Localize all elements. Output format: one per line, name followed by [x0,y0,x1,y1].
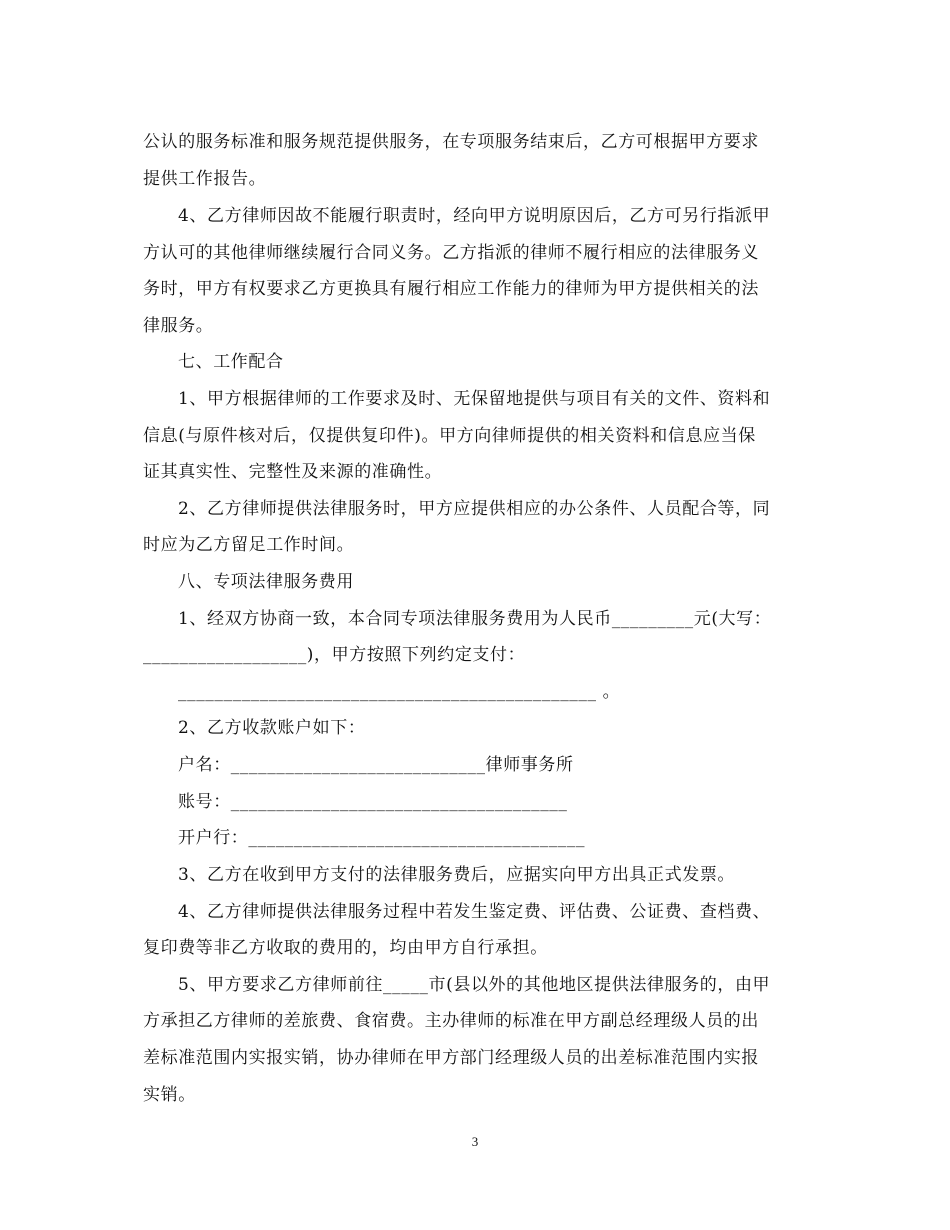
bank-line: 开户行：_____________________________________ [178,828,586,848]
paragraph-line: 方认可的其他律师继续履行合同义务。乙方指派的律师不履行相应的法律服务义 [143,243,759,263]
paragraph-line: 信息(与原件核对后，仅提供复印件)。甲方向律师提供的相关资料和信息应当保 [143,426,756,446]
paragraph-line: 提供工作报告。 [143,169,267,189]
paragraph-line: 证其真实性、完整性及来源的准确性。 [143,462,443,482]
paragraph-line: 4、乙方律师提供法律服务过程中若发生鉴定费、评估费、公证费、查档费、 [178,902,771,922]
paragraph-line: 时应为乙方留足工作时间。 [143,535,355,555]
paragraph-line: 差标准范围内实报实销，协办律师在甲方部门经理级人员的出差标准范围内实报 [143,1048,759,1068]
paragraph-line: 方承担乙方律师的差旅费、食宿费。主办律师的标准在甲方副总经理级人员的出 [143,1011,759,1031]
account-number-line: 账号：_____________________________________ [178,792,568,812]
section-heading: 八、专项法律服务费用 [178,572,354,592]
paragraph-line: 3、乙方在收到甲方支付的法律服务费后，应据实向甲方出具正式发票。 [178,865,736,885]
paragraph-line: 5、甲方要求乙方律师前往_____市(县以外的其他地区提供法律服务的，由甲 [178,975,771,995]
paragraph-line: 2、乙方收款账户如下： [178,718,366,738]
paragraph-line: 2、乙方律师提供法律服务时，甲方应提供相应的办公条件、人员配合等，同 [178,499,771,519]
paragraph-line: 实销。 [143,1085,196,1105]
page-number: 3 [471,1134,479,1149]
paragraph-line: 务时，甲方有权要求乙方更换具有履行相应工作能力的律师为甲方提供相关的法 [143,279,759,299]
section-heading: 七、工作配合 [178,352,284,372]
account-name-line: 户名：____________________________律师事务所 [178,755,574,775]
paragraph-line: __________________)，甲方按照下列约定支付： [143,645,526,665]
paragraph-line: 1、经双方协商一致，本合同专项法律服务费用为人民币_________元(大写： [178,609,772,629]
blank-fill-line: ______________________________________________ 。 [178,682,621,702]
paragraph-line: 公认的服务标准和服务规范提供服务，在专项服务结束后，乙方可根据甲方要求 [143,132,759,152]
paragraph-line: 复印费等非乙方收取的费用的，均由甲方自行承担。 [143,938,548,958]
paragraph-line: 1、甲方根据律师的工作要求及时、无保留地提供与项目有关的文件、资料和 [178,389,771,409]
paragraph-line: 律服务。 [143,316,214,336]
paragraph-line: 4、乙方律师因故不能履行职责时，经向甲方说明原因后，乙方可另行指派甲 [178,206,771,226]
